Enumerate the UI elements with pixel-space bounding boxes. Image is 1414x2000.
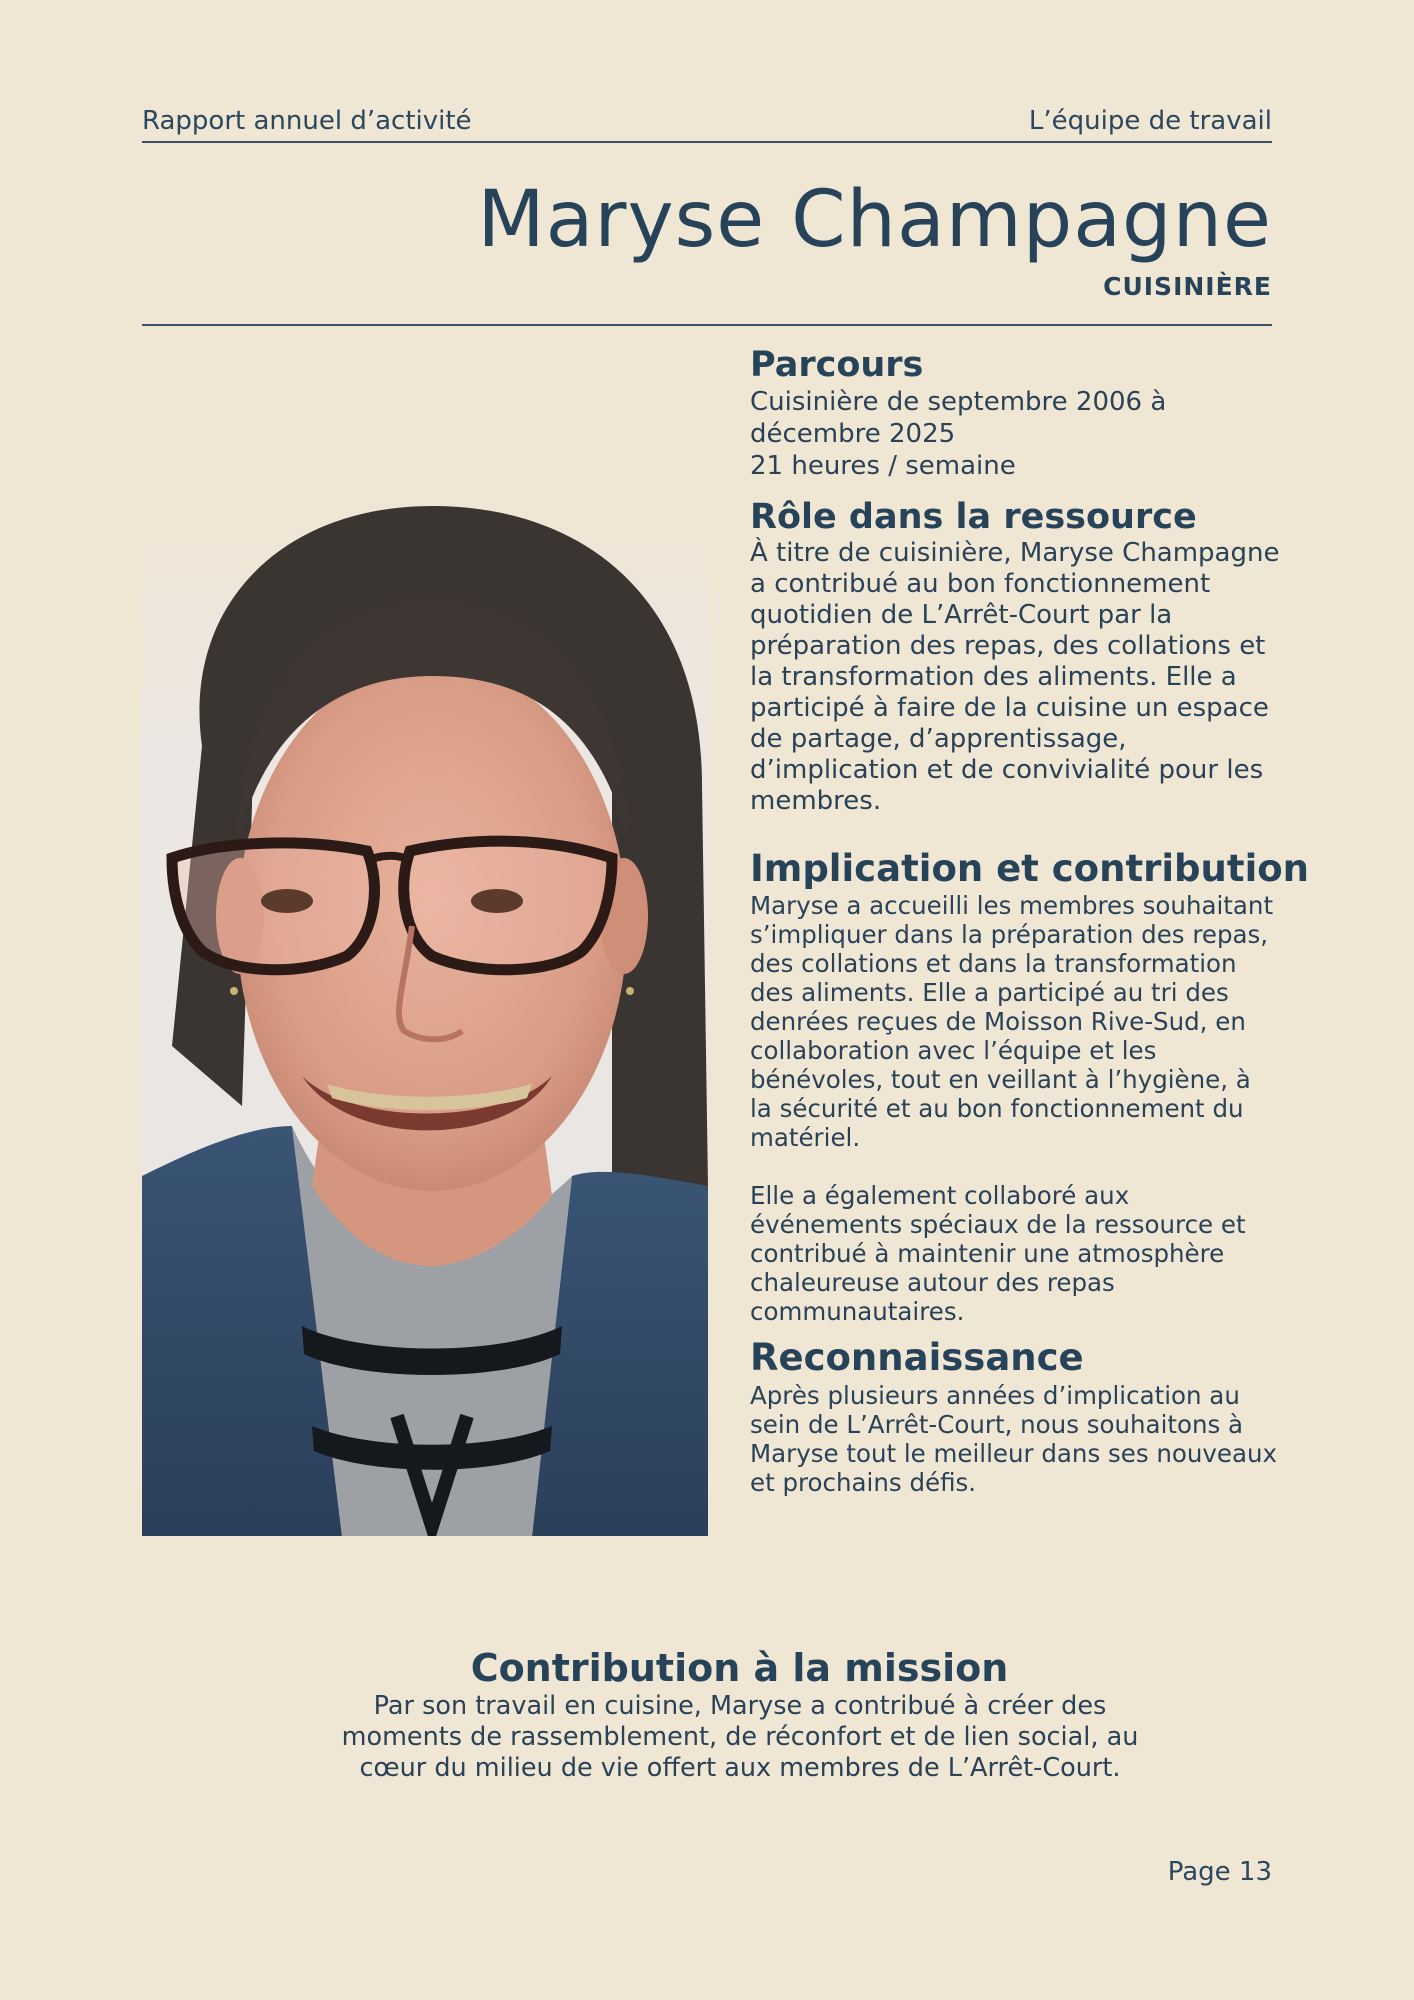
parcours-hours: 21 heures / semaine [750,451,1016,481]
page-number: Page 13 [1167,1857,1272,1887]
details-column [750,344,1310,1497]
section-label: L’équipe de travail [1028,106,1272,136]
implication-text-events: Elle a également collaboré aux événements spéciaux de la ressource et contribué à maintenir une atmosphère chaleureuse autour des repas communautaires. [750,1181,1246,1327]
parcours-text [750,386,1280,482]
mission-heading: Contribution à la mission [470,1646,1009,1690]
role-text: À titre de cuisinière, Maryse Champagne a contribué au bon fonctionnement quotidien de L’Arrêt-Court par la préparation des repas, des collations et la transformation des aliments. Elle a participé à faire de la cuisine un espace de partage, d’apprentissage, d’implication et de convivialité pour les membres. [750,538,1280,816]
reconnaissance-heading: Reconnaissance [750,1336,1084,1380]
parcours-line: décembre 2025 [750,419,956,449]
profile-name: Maryse Champagne [477,175,1272,265]
profile-role: CUISINIÈRE [1103,272,1272,301]
parcours-line: Cuisinière de septembre 2006 à [750,387,1167,417]
title-divider [142,324,1272,326]
mission-text: Par son travail en cuisine, Maryse a contribué à créer des moments de rassemblement, de réconfort et de lien social, au cœur du milieu de vie offert aux membres de L’Arrêt-Court. [341,1691,1139,1783]
reconnaissance-text: Après plusieurs années d’implication au sein de L’Arrêt-Court, nous souhaitons à Maryse tout le meilleur dans ses nouveaux et prochains défis. [750,1380,1278,1497]
role-heading: Rôle dans la ressource [750,497,1197,537]
report-title: Rapport annuel d’activité [142,106,472,136]
implication-heading: Implication et contribution [750,847,1310,890]
implication-text: Maryse a accueilli les membres souhaitant s’impliquer dans la préparation des repas, des collations et dans la transformation des aliments. Elle a participé au tri des denrées reçues de Moisson Rive-Sud, en collaboration avec l’équipe et les bénévoles, tout en veillant à l’hygiène, à la sécurité et au bon fonctionnement du matériel. [750,891,1274,1153]
header-divider [142,141,1272,143]
portrait-photo [142,486,708,1536]
parcours-heading: Parcours [750,345,924,385]
